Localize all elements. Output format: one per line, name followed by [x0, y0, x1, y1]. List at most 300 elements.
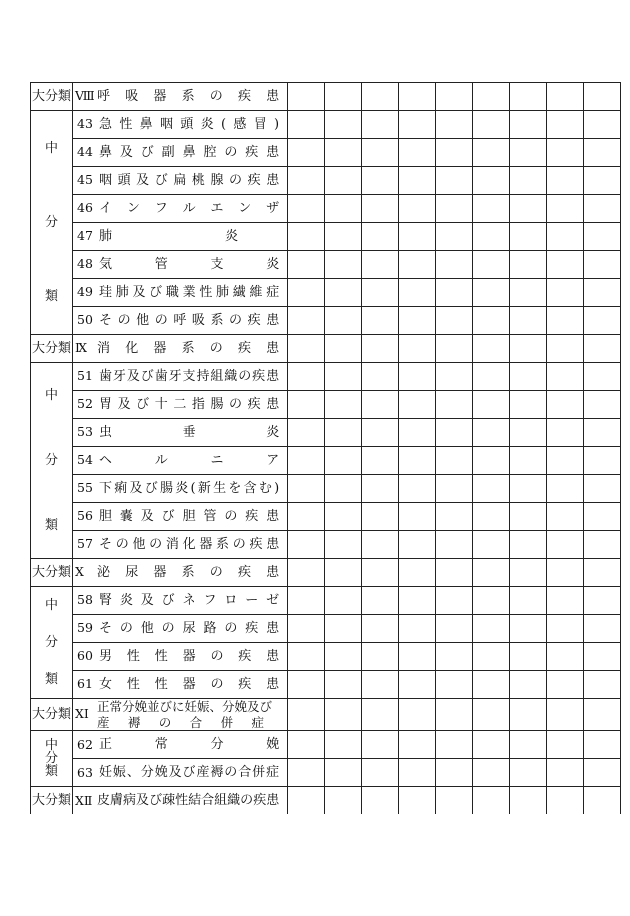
blank-cell[interactable] [510, 503, 547, 531]
blank-cell[interactable] [510, 363, 547, 391]
blank-cell[interactable] [584, 111, 621, 139]
item-name: 肺 炎 [99, 229, 240, 244]
major-category-label: 大分類 [31, 699, 73, 731]
blank-cell[interactable] [362, 643, 399, 671]
item-number: 60 [77, 648, 93, 664]
blank-cell[interactable] [362, 419, 399, 447]
blank-cell[interactable] [473, 699, 510, 731]
blank-cell[interactable] [584, 503, 621, 531]
blank-cell[interactable] [510, 419, 547, 447]
blank-cell[interactable] [473, 167, 510, 195]
major-category-label: 大分類 [31, 559, 73, 587]
blank-cell[interactable] [547, 559, 584, 587]
blank-cell[interactable] [473, 335, 510, 363]
blank-cell[interactable] [436, 731, 473, 759]
blank-cell[interactable] [399, 503, 436, 531]
blank-cell[interactable] [288, 531, 325, 559]
blank-cell[interactable] [399, 643, 436, 671]
blank-cell[interactable] [325, 279, 362, 307]
item-row [31, 587, 621, 615]
blank-cell[interactable] [362, 787, 399, 815]
blank-cell[interactable] [547, 195, 584, 223]
blank-cell[interactable] [473, 111, 510, 139]
blank-cell[interactable] [473, 787, 510, 815]
blank-cell[interactable] [510, 167, 547, 195]
item-name: イ ン フ ル エ ン ザ [99, 201, 280, 216]
blank-cell[interactable] [325, 731, 362, 759]
blank-cell[interactable] [325, 419, 362, 447]
blank-cell[interactable] [473, 671, 510, 699]
blank-cell[interactable] [547, 587, 584, 615]
blank-cell[interactable] [399, 615, 436, 643]
item-name-cell [73, 251, 288, 279]
blank-cell[interactable] [362, 223, 399, 251]
blank-cell[interactable] [362, 111, 399, 139]
blank-cell[interactable] [436, 559, 473, 587]
blank-cell[interactable] [362, 279, 399, 307]
blank-cell[interactable] [399, 363, 436, 391]
blank-cell[interactable] [436, 587, 473, 615]
item-name-cell [73, 531, 288, 559]
blank-cell[interactable] [473, 615, 510, 643]
blank-cell[interactable] [288, 223, 325, 251]
item-number: 58 [77, 592, 93, 608]
blank-cell[interactable] [584, 83, 621, 111]
blank-cell[interactable] [288, 307, 325, 335]
blank-cell[interactable] [547, 759, 584, 787]
blank-cell[interactable] [510, 643, 547, 671]
item-number: 56 [77, 508, 93, 524]
blank-cell[interactable] [584, 531, 621, 559]
blank-cell[interactable] [362, 759, 399, 787]
blank-cell[interactable] [288, 419, 325, 447]
blank-cell[interactable] [399, 531, 436, 559]
item-row [31, 643, 621, 671]
blank-cell[interactable] [436, 307, 473, 335]
blank-cell[interactable] [399, 475, 436, 503]
blank-cell[interactable] [436, 759, 473, 787]
blank-cell[interactable] [325, 787, 362, 815]
blank-cell[interactable] [473, 559, 510, 587]
blank-cell[interactable] [473, 419, 510, 447]
blank-cell[interactable] [510, 195, 547, 223]
blank-cell[interactable] [325, 531, 362, 559]
blank-cell[interactable] [473, 139, 510, 167]
blank-cell[interactable] [510, 307, 547, 335]
blank-cell[interactable] [584, 167, 621, 195]
blank-cell[interactable] [362, 307, 399, 335]
blank-cell[interactable] [584, 671, 621, 699]
blank-cell[interactable] [547, 139, 584, 167]
blank-cell[interactable] [399, 787, 436, 815]
blank-cell[interactable] [362, 671, 399, 699]
item-row [31, 251, 621, 279]
major-title-text: 消 化 器 系 の 疾 患 [97, 341, 280, 356]
title-line-2: 産 褥 の 合 併 症 [97, 714, 264, 730]
item-number: 61 [77, 676, 93, 692]
major-row [31, 699, 621, 731]
blank-cell[interactable] [325, 251, 362, 279]
blank-cell[interactable] [362, 587, 399, 615]
blank-cell[interactable] [436, 475, 473, 503]
item-name-cell [73, 111, 288, 139]
blank-cell[interactable] [288, 83, 325, 111]
blank-cell[interactable] [288, 475, 325, 503]
blank-cell[interactable] [436, 111, 473, 139]
blank-cell[interactable] [325, 447, 362, 475]
blank-cell[interactable] [399, 335, 436, 363]
blank-cell[interactable] [510, 139, 547, 167]
blank-cell[interactable] [473, 503, 510, 531]
blank-cell[interactable] [399, 195, 436, 223]
blank-cell[interactable] [547, 699, 584, 731]
major-row [31, 787, 621, 815]
blank-cell[interactable] [362, 731, 399, 759]
item-name-cell [73, 731, 288, 759]
item-name: 正 常 分 娩 [99, 737, 280, 753]
blank-cell[interactable] [510, 391, 547, 419]
blank-cell[interactable] [325, 643, 362, 671]
blank-cell[interactable] [362, 251, 399, 279]
blank-cell[interactable] [399, 139, 436, 167]
blank-cell[interactable] [399, 83, 436, 111]
item-number: 44 [77, 144, 93, 160]
blank-cell[interactable] [473, 223, 510, 251]
blank-cell[interactable] [436, 251, 473, 279]
blank-cell[interactable] [436, 139, 473, 167]
blank-cell[interactable] [362, 503, 399, 531]
blank-cell[interactable] [325, 671, 362, 699]
blank-cell[interactable] [325, 363, 362, 391]
blank-cell[interactable] [547, 279, 584, 307]
blank-cell[interactable] [288, 615, 325, 643]
blank-cell[interactable] [436, 223, 473, 251]
item-number: 54 [77, 452, 93, 468]
blank-cell[interactable] [547, 643, 584, 671]
blank-cell[interactable] [288, 587, 325, 615]
blank-cell[interactable] [584, 447, 621, 475]
blank-cell[interactable] [288, 559, 325, 587]
blank-cell[interactable] [399, 671, 436, 699]
blank-cell[interactable] [436, 615, 473, 643]
blank-cell[interactable] [325, 139, 362, 167]
item-name: そ の 他 の 尿 路 の 疾 患 [99, 621, 280, 636]
blank-cell[interactable] [510, 475, 547, 503]
blank-cell[interactable] [288, 363, 325, 391]
blank-cell[interactable] [584, 475, 621, 503]
blank-cell[interactable] [436, 391, 473, 419]
blank-cell[interactable] [288, 671, 325, 699]
item-number: 50 [77, 312, 93, 328]
blank-cell[interactable] [473, 643, 510, 671]
blank-cell[interactable] [584, 335, 621, 363]
major-row [31, 559, 621, 587]
blank-cell[interactable] [510, 279, 547, 307]
item-name-cell [73, 615, 288, 643]
item-name: 急 性 鼻 咽 頭 炎 ( 感 冒 ) [99, 117, 280, 132]
blank-cell[interactable] [584, 615, 621, 643]
blank-cell[interactable] [473, 279, 510, 307]
item-name-cell [73, 279, 288, 307]
blank-cell[interactable] [288, 167, 325, 195]
blank-cell[interactable] [399, 419, 436, 447]
blank-cell[interactable] [436, 787, 473, 815]
item-number: 43 [77, 116, 93, 132]
item-name: 胃 及 び 十 二 指 腸 の 疾 患 [99, 397, 280, 412]
blank-cell[interactable] [399, 559, 436, 587]
blank-cell[interactable] [399, 699, 436, 731]
blank-cell[interactable] [510, 787, 547, 815]
blank-cell[interactable] [510, 731, 547, 759]
blank-cell[interactable] [362, 83, 399, 111]
blank-cell[interactable] [325, 223, 362, 251]
blank-cell[interactable] [510, 251, 547, 279]
blank-cell[interactable] [399, 731, 436, 759]
item-number: 62 [77, 736, 93, 752]
blank-cell[interactable] [510, 559, 547, 587]
blank-cell[interactable] [547, 671, 584, 699]
blank-cell[interactable] [362, 167, 399, 195]
roman-numeral: ⅩⅡ [75, 792, 93, 808]
blank-cell[interactable] [473, 251, 510, 279]
blank-cell[interactable] [288, 251, 325, 279]
blank-cell[interactable] [436, 279, 473, 307]
blank-cell[interactable] [510, 615, 547, 643]
blank-cell[interactable] [325, 587, 362, 615]
blank-cell[interactable] [436, 699, 473, 731]
blank-cell[interactable] [510, 587, 547, 615]
blank-cell[interactable] [510, 111, 547, 139]
blank-cell[interactable] [288, 111, 325, 139]
item-row [31, 615, 621, 643]
item-row [31, 447, 621, 475]
blank-cell[interactable] [584, 699, 621, 731]
blank-cell[interactable] [547, 731, 584, 759]
blank-cell[interactable] [547, 787, 584, 815]
item-name-cell [73, 503, 288, 531]
blank-cell[interactable] [584, 279, 621, 307]
blank-cell[interactable] [473, 531, 510, 559]
blank-cell[interactable] [288, 643, 325, 671]
blank-cell[interactable] [547, 223, 584, 251]
blank-cell[interactable] [436, 671, 473, 699]
blank-cell[interactable] [362, 195, 399, 223]
blank-cell[interactable] [325, 699, 362, 731]
blank-cell[interactable] [288, 447, 325, 475]
blank-cell[interactable] [288, 503, 325, 531]
major-title-text: 皮 膚 病 及 び 疎 性 結 合 組 織 の 疾 患 [97, 793, 280, 809]
blank-cell[interactable] [436, 503, 473, 531]
blank-cell[interactable] [473, 307, 510, 335]
blank-cell[interactable] [325, 335, 362, 363]
item-name: そ の 他 の 消 化 器 系 の 疾 患 [99, 537, 280, 552]
item-row [31, 307, 621, 335]
blank-cell[interactable] [510, 83, 547, 111]
blank-cell[interactable] [362, 335, 399, 363]
blank-cell[interactable] [547, 335, 584, 363]
blank-cell[interactable] [325, 83, 362, 111]
blank-cell[interactable] [325, 391, 362, 419]
blank-cell[interactable] [436, 335, 473, 363]
blank-cell[interactable] [547, 503, 584, 531]
major-category-title [73, 335, 288, 363]
blank-cell[interactable] [288, 279, 325, 307]
blank-cell[interactable] [288, 195, 325, 223]
item-number: 46 [77, 200, 93, 216]
item-row [31, 531, 621, 559]
item-row [31, 419, 621, 447]
blank-cell[interactable] [325, 615, 362, 643]
blank-cell[interactable] [399, 447, 436, 475]
blank-cell[interactable] [584, 139, 621, 167]
major-category-title [73, 787, 288, 815]
blank-cell[interactable] [584, 363, 621, 391]
blank-cell[interactable] [399, 223, 436, 251]
blank-cell[interactable] [288, 335, 325, 363]
item-row [31, 279, 621, 307]
blank-cell[interactable] [399, 759, 436, 787]
blank-cell[interactable] [325, 503, 362, 531]
blank-cell[interactable] [584, 419, 621, 447]
mid-category-label: 中 分 類 [31, 363, 73, 559]
blank-cell[interactable] [436, 447, 473, 475]
blank-cell[interactable] [362, 699, 399, 731]
item-row [31, 195, 621, 223]
blank-cell[interactable] [510, 335, 547, 363]
blank-cell[interactable] [547, 447, 584, 475]
blank-cell[interactable] [584, 587, 621, 615]
blank-cell[interactable] [399, 251, 436, 279]
major-row [31, 83, 621, 111]
blank-cell[interactable] [584, 759, 621, 787]
blank-cell[interactable] [288, 731, 325, 759]
item-number: 48 [77, 256, 93, 272]
blank-cell[interactable] [399, 167, 436, 195]
blank-cell[interactable] [288, 759, 325, 787]
blank-cell[interactable] [547, 419, 584, 447]
blank-cell[interactable] [547, 251, 584, 279]
item-name: 女 性 性 器 の 疾 患 [99, 677, 280, 692]
blank-cell[interactable] [584, 223, 621, 251]
item-name-cell [73, 139, 288, 167]
blank-cell[interactable] [362, 559, 399, 587]
blank-cell[interactable] [473, 391, 510, 419]
item-name-cell [73, 587, 288, 615]
blank-cell[interactable] [473, 195, 510, 223]
blank-cell[interactable] [547, 83, 584, 111]
blank-cell[interactable] [436, 531, 473, 559]
item-number: 51 [77, 368, 93, 384]
blank-cell[interactable] [399, 587, 436, 615]
blank-cell[interactable] [399, 307, 436, 335]
blank-cell[interactable] [325, 475, 362, 503]
blank-cell[interactable] [325, 111, 362, 139]
blank-cell[interactable] [473, 363, 510, 391]
blank-cell[interactable] [362, 531, 399, 559]
blank-cell[interactable] [473, 447, 510, 475]
blank-cell[interactable] [325, 167, 362, 195]
blank-cell[interactable] [510, 671, 547, 699]
blank-cell[interactable] [547, 531, 584, 559]
blank-cell[interactable] [510, 531, 547, 559]
blank-cell[interactable] [436, 83, 473, 111]
item-name-cell [73, 195, 288, 223]
blank-cell[interactable] [473, 731, 510, 759]
item-row [31, 391, 621, 419]
blank-cell[interactable] [325, 559, 362, 587]
blank-cell[interactable] [436, 419, 473, 447]
blank-cell[interactable] [436, 167, 473, 195]
blank-cell[interactable] [584, 391, 621, 419]
blank-cell[interactable] [510, 447, 547, 475]
blank-cell[interactable] [473, 475, 510, 503]
blank-cell[interactable] [436, 363, 473, 391]
blank-cell[interactable] [584, 787, 621, 815]
item-name-cell [73, 391, 288, 419]
blank-cell[interactable] [547, 167, 584, 195]
blank-cell[interactable] [362, 475, 399, 503]
blank-cell[interactable] [510, 759, 547, 787]
blank-cell[interactable] [510, 699, 547, 731]
major-category-label: 大分類 [31, 335, 73, 363]
blank-cell[interactable] [436, 643, 473, 671]
item-row [31, 671, 621, 699]
blank-cell[interactable] [362, 391, 399, 419]
blank-cell[interactable] [584, 307, 621, 335]
blank-cell[interactable] [584, 251, 621, 279]
blank-cell[interactable] [584, 643, 621, 671]
blank-cell[interactable] [547, 363, 584, 391]
item-row [31, 111, 621, 139]
blank-cell[interactable] [325, 195, 362, 223]
blank-cell[interactable] [362, 139, 399, 167]
blank-cell[interactable] [325, 759, 362, 787]
blank-cell[interactable] [547, 391, 584, 419]
blank-cell[interactable] [362, 447, 399, 475]
major-category-title [73, 699, 288, 731]
blank-cell[interactable] [436, 195, 473, 223]
blank-cell[interactable] [288, 391, 325, 419]
blank-cell[interactable] [399, 279, 436, 307]
blank-cell[interactable] [288, 139, 325, 167]
blank-cell[interactable] [362, 615, 399, 643]
blank-cell[interactable] [473, 759, 510, 787]
blank-cell[interactable] [547, 615, 584, 643]
blank-cell[interactable] [547, 475, 584, 503]
item-row [31, 363, 621, 391]
blank-cell[interactable] [547, 307, 584, 335]
blank-cell[interactable] [288, 787, 325, 815]
blank-cell[interactable] [473, 587, 510, 615]
blank-cell[interactable] [473, 83, 510, 111]
item-name: 下 痢 及 び 腸 炎 ( 新 生 を 含 む ) [99, 481, 280, 496]
item-number: 45 [77, 172, 93, 188]
blank-cell[interactable] [510, 223, 547, 251]
item-name: 気 管 支 炎 [99, 257, 280, 272]
blank-cell[interactable] [547, 111, 584, 139]
roman-numeral: Ⅹ [75, 564, 84, 580]
blank-cell[interactable] [362, 363, 399, 391]
blank-cell[interactable] [584, 731, 621, 759]
blank-cell[interactable] [288, 699, 325, 731]
item-name: 珪 肺 及 び 職 業 性 肺 繊 維 症 [99, 285, 280, 300]
blank-cell[interactable] [399, 391, 436, 419]
blank-cell[interactable] [584, 559, 621, 587]
item-name-cell [73, 167, 288, 195]
blank-cell[interactable] [325, 307, 362, 335]
blank-cell[interactable] [399, 111, 436, 139]
blank-cell[interactable] [584, 195, 621, 223]
